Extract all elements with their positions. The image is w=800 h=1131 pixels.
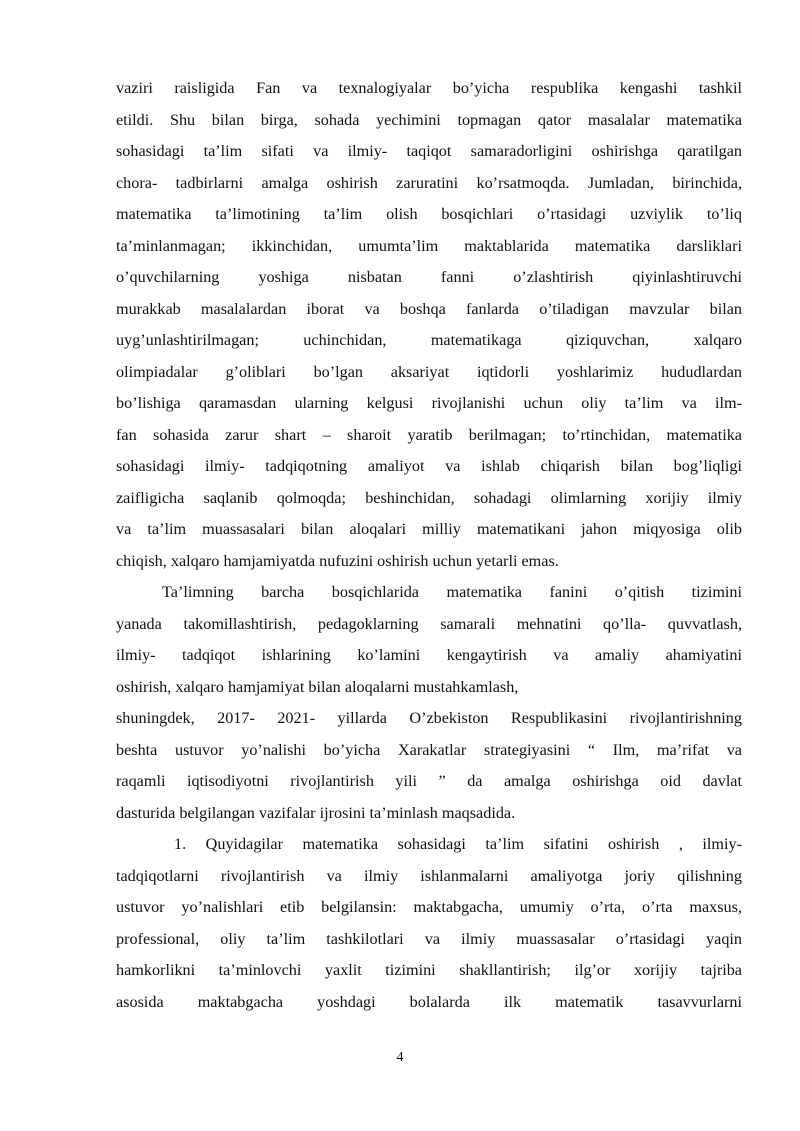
paragraph-start-line: Ta’limning barcha bosqichlarida matematika fanini o’qitish tizimini — [162, 583, 742, 601]
text-line: shuningdek, 2017- 2021- yillarda O’zbekiston Respublikasini rivojlantirishning — [116, 709, 742, 727]
text-line: asosida maktabgacha yoshdagi bolalarda ilk matematik tasavvurlarni — [116, 992, 742, 1011]
text-line: zaifligicha saqlanib qolmoqda; beshinchidan, sohadagi olimlarning xorijiy ilmiy — [116, 488, 742, 507]
text-line: etildi. Shu bilan birga, sohada yechimini topmagan qator masalalar matematika — [116, 110, 742, 129]
text-line: sohasidagi ta’lim sifati va ilmiy- taqiqot samaradorligini oshirishga qaratilgan — [116, 142, 742, 160]
text-line: bo’lishiga qaramasdan ularning kelgusi rivojlanishi uchun oliy ta’lim va ilm- — [116, 394, 742, 412]
text-line: professional, oliy ta’lim tashkilotlari va ilmiy muassasalar o’rtasidagi yaqin — [116, 929, 742, 948]
text-line: o’quvchilarning yoshiga nisbatan fanni o’zlashtirish qiyinlashtiruvchi — [116, 268, 742, 286]
page-number: 4 — [396, 1050, 404, 1065]
text-line: va ta’lim muassasalari bilan aloqalari milliy matematikani jahon miqyosiga olib — [116, 520, 742, 538]
document-body — [116, 73, 742, 1018]
text-line: ta’minlanmagan; ikkinchidan, umumta’lim maktablarida matematika darsliklari — [116, 236, 742, 255]
text-line: beshta ustuvor yo’nalishi bo’yicha Xarakatlar strategiyasini “ Ilm, ma’rifat va — [116, 740, 742, 759]
text-line: sohasidagi ilmiy- tadqiqotning amaliyot va ishlab chiqarish bilan bog’liqligi — [116, 457, 742, 475]
text-line: ilmiy- tadqiqot ishlarining ko’lamini kengaytirish va amaliy ahamiyatini — [116, 646, 742, 664]
paragraph-end-line: chiqish, xalqaro hamjamiyatda nufuzini oshirish uchun yetarli emas. — [116, 551, 559, 570]
text-line: chora- tadbirlarni amalga oshirish zaruratini ko’rsatmoqda. Jumladan, birinchida, — [116, 173, 742, 192]
text-line: oshirish, xalqaro hamjamiyat bilan aloqalarni mustahkamlash, — [116, 677, 519, 696]
text-line: hamkorlikni ta’minlovchi yaxlit tizimini shakllantirish; ilg’or xorijiy tajriba — [116, 961, 742, 979]
text-line: matematika ta’limotining ta’lim olish bosqichlari o’rtasidagi uzviylik to’liq — [116, 205, 742, 223]
text-line: tadqiqotlarni rivojlantirish va ilmiy ishlanmalarni amaliyotga joriy qilishning — [116, 866, 742, 885]
numbered-item-line: 1. Quyidagilar matematika sohasidagi ta’lim sifatini oshirish , ilmiy- — [174, 835, 742, 853]
text-line: uyg’unlashtirilmagan; uchinchidan, matematikaga qiziquvchan, xalqaro — [116, 331, 742, 349]
text-line: vaziri raisligida Fan va texnalogiyalar bo’yicha respublika kengashi tashkil — [116, 79, 742, 97]
text-line: fan sohasida zarur shart – sharoit yaratib berilmagan; to’rtinchidan, matematika — [116, 425, 742, 444]
text-line: ustuvor yo’nalishlari etib belgilansin: maktabgacha, umumiy o’rta, o’rta maxsus, — [116, 898, 742, 916]
text-line: olimpiadalar g’oliblari bo’lgan aksariyat iqtidorli yoshlarimiz hududlardan — [116, 362, 742, 381]
text-line: murakkab masalalardan iborat va boshqa fanlarda o’tiladigan mavzular bilan — [116, 299, 742, 318]
text-line: raqamli iqtisodiyotni rivojlantirish yili ” da amalga oshirishga oid davlat — [116, 772, 742, 790]
paragraph-end-line: dasturida belgilangan vazifalar ijrosini ta’minlash maqsadida. — [116, 803, 516, 822]
text-line: yanada takomillashtirish, pedagoklarning samarali mehnatini qo’lla- quvvatlash, — [116, 614, 742, 633]
